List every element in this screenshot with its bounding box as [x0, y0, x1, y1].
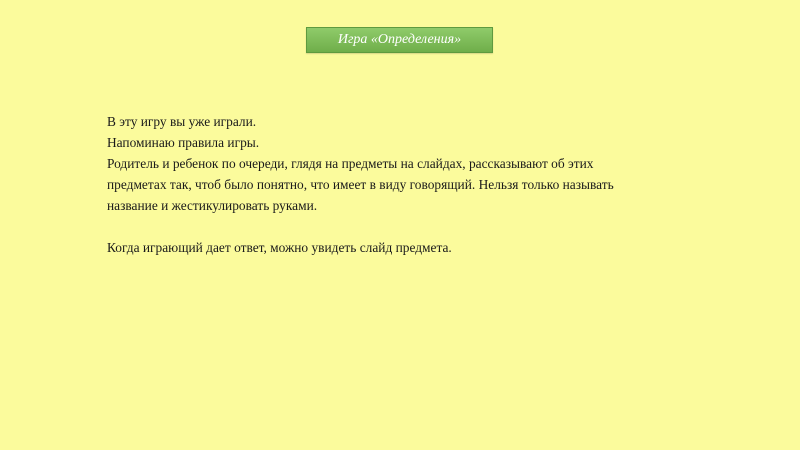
slide-title-box [306, 27, 493, 53]
body-line: Когда играющий дает ответ, можно увидеть слайд предмета. [107, 240, 452, 255]
body-line: Родитель и ребенок по очереди, глядя на предметы на слайдах, рассказывают об этих [107, 156, 594, 171]
body-line: предметах так, чтоб было понятно, что имеет в виду говорящий. Нельзя только называть [107, 177, 614, 192]
body-line: Напоминаю правила игры. [107, 135, 260, 150]
slide-body [107, 111, 707, 258]
body-line: название и жестикулировать руками. [107, 198, 318, 213]
body-line: В эту игру вы уже играли. [107, 114, 257, 129]
slide-title: Игра «Определения» [337, 32, 462, 47]
